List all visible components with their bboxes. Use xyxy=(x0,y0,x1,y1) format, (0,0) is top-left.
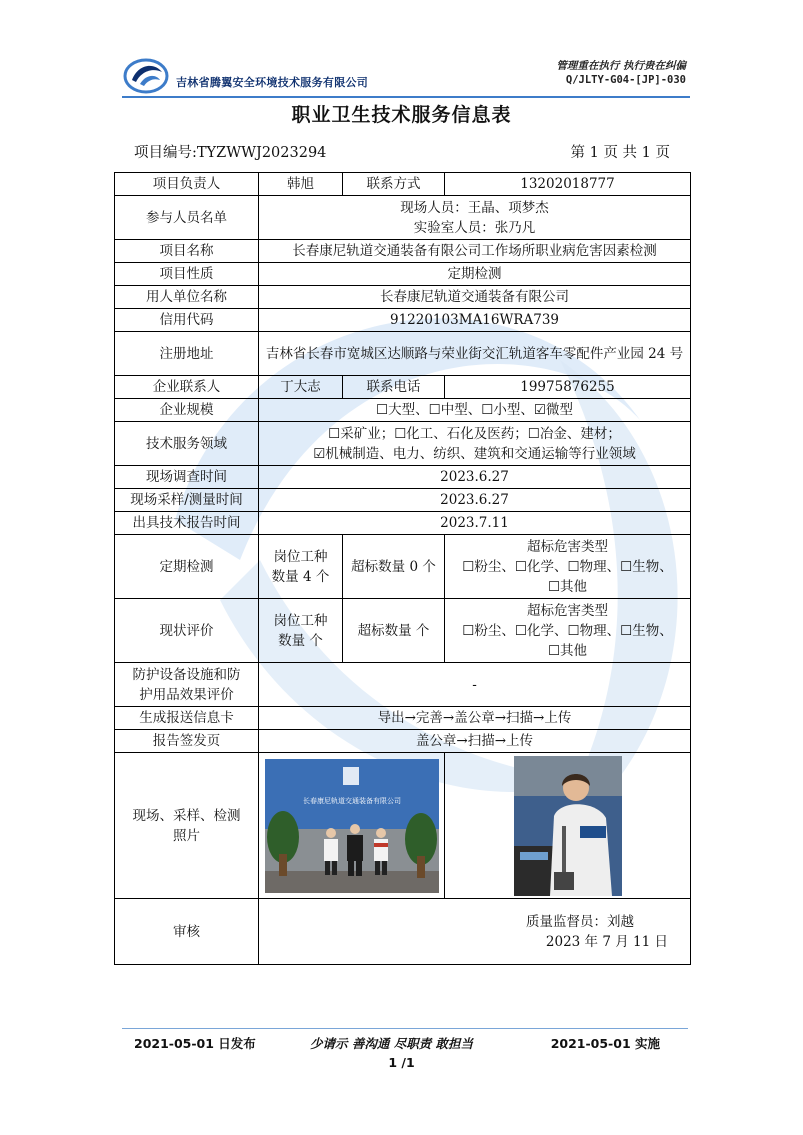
report-time-value: 2023.7.11 xyxy=(259,512,691,535)
periodic-hazard xyxy=(445,535,691,599)
table-row xyxy=(115,332,691,376)
sampling-time-label: 现场采样/测量时间 xyxy=(115,489,259,512)
domain-label: 技术服务领域 xyxy=(115,422,259,466)
domain-value xyxy=(259,422,691,466)
report-issue-label: 报告签发页 xyxy=(115,730,259,753)
project-nature-label: 项目性质 xyxy=(115,263,259,286)
page-title: 职业卫生技术服务信息表 xyxy=(291,104,512,126)
footer-divider xyxy=(122,1028,688,1029)
project-number: 项目编号:TYZWWJ2023294 xyxy=(134,145,327,161)
report-issue-value: 盖公章→扫描→上传 xyxy=(259,730,691,753)
domain-line-1: ☐采矿业；☐化工、石化及医药；☐冶金、建材； xyxy=(328,425,621,442)
page-info: 第 1 页 共 1 页 xyxy=(570,145,670,161)
protect-label-line-2: 护用品效果评价 xyxy=(139,686,234,703)
leader-value: 韩旭 xyxy=(259,173,343,196)
status-post-line-1: 岗位工种 xyxy=(273,612,328,629)
status-post xyxy=(259,599,343,663)
survey-time-label: 现场调查时间 xyxy=(115,466,259,489)
company-name: 吉林省腾翼安全环境技术服务有限公司 xyxy=(176,76,369,89)
periodic-post xyxy=(259,535,343,599)
domain-line-2: ☑机械制造、电力、纺织、建筑和交通运输等行业领域 xyxy=(313,445,636,462)
table-row xyxy=(115,309,691,332)
photos-label xyxy=(115,753,259,899)
periodic-exceed: 超标数量 0 个 xyxy=(343,535,445,599)
footer-motto: 少请示 善沟通 尽职责 敢担当 xyxy=(310,1036,474,1051)
report-card-value: 导出→完善→盖公章→扫描→上传 xyxy=(259,707,691,730)
site-photo-cell xyxy=(259,753,445,899)
participants-value xyxy=(259,196,691,240)
report-card-label: 生成报送信息卡 xyxy=(115,707,259,730)
participants-lab: 实验室人员：张乃凡 xyxy=(413,219,536,236)
table-row xyxy=(115,466,691,489)
periodic-hazard-other: ☐其他 xyxy=(547,578,588,595)
employer-label: 用人单位名称 xyxy=(115,286,259,309)
audit-date: 2023 年 7 月 11 日 xyxy=(545,933,668,950)
table-row xyxy=(115,512,691,535)
status-hazard-other: ☐其他 xyxy=(547,642,588,659)
sampling-photo xyxy=(514,756,622,896)
table-row xyxy=(115,196,691,240)
phone-label: 联系电话 xyxy=(343,376,445,399)
release-date: 2021-05-01 日发布 xyxy=(134,1036,256,1051)
table-row xyxy=(115,489,691,512)
page-number: 1 /1 xyxy=(388,1055,415,1070)
protect-label-line-1: 防护设备设施和防 xyxy=(132,666,241,683)
table-row xyxy=(115,286,691,309)
credit-code-value: 91220103MA16WRA739 xyxy=(259,309,691,332)
protect-value: - xyxy=(259,663,691,707)
periodic-post-line-1: 岗位工种 xyxy=(273,548,328,565)
sampling-time-value: 2023.6.27 xyxy=(259,489,691,512)
sampling-photo-cell xyxy=(445,753,691,899)
scale-label: 企业规模 xyxy=(115,399,259,422)
status-hazard-types: ☐粉尘、☐化学、☐物理、☐生物、 xyxy=(462,622,673,639)
report-time-label: 出具技术报告时间 xyxy=(115,512,259,535)
table-row xyxy=(115,730,691,753)
audit-label: 审核 xyxy=(115,899,259,965)
table-row xyxy=(115,173,691,196)
participants-field: 现场人员：王晶、项梦杰 xyxy=(400,199,549,216)
survey-time-value: 2023.6.27 xyxy=(259,466,691,489)
header-divider xyxy=(122,96,690,98)
audit-supervisor: 质量监督员：刘越 xyxy=(526,913,634,930)
site-group-photo xyxy=(265,759,439,893)
header-slogan: 管理重在执行 执行贵在纠偏 xyxy=(556,60,686,72)
project-name-label: 项目名称 xyxy=(115,240,259,263)
document-code: Q/JLTY-G04-[JP]-030 xyxy=(565,74,686,86)
company-contact-label: 企业联系人 xyxy=(115,376,259,399)
phone-value: 19975876255 xyxy=(445,376,691,399)
periodic-hazard-title: 超标危害类型 xyxy=(527,538,608,555)
photos-label-line-2: 照片 xyxy=(173,827,200,844)
table-row xyxy=(115,376,691,399)
contact-value: 13202018777 xyxy=(445,173,691,196)
status-label: 现状评价 xyxy=(115,599,259,663)
periodic-hazard-types: ☐粉尘、☐化学、☐物理、☐生物、 xyxy=(462,558,673,575)
leader-label: 项目负责人 xyxy=(115,173,259,196)
project-nature-value: 定期检测 xyxy=(259,263,691,286)
company-contact-value: 丁大志 xyxy=(259,376,343,399)
table-row xyxy=(115,535,691,599)
participants-label: 参与人员名单 xyxy=(115,196,259,240)
scale-value: ☐大型、☐中型、☐小型、☑微型 xyxy=(259,399,691,422)
implement-date: 2021-05-01 实施 xyxy=(550,1036,660,1051)
table-row xyxy=(115,663,691,707)
status-exceed: 超标数量 个 xyxy=(343,599,445,663)
project-name-value: 长春康尼轨道交通装备有限公司工作场所职业病危害因素检测 xyxy=(259,240,691,263)
table-row xyxy=(115,263,691,286)
table-row xyxy=(115,240,691,263)
table-row xyxy=(115,707,691,730)
contact-label: 联系方式 xyxy=(343,173,445,196)
table-row xyxy=(115,422,691,466)
address-label: 注册地址 xyxy=(115,332,259,376)
table-row xyxy=(115,599,691,663)
credit-code-label: 信用代码 xyxy=(115,309,259,332)
company-logo-icon xyxy=(122,54,170,94)
service-info-table xyxy=(114,172,691,965)
address-value: 吉林省长春市宽城区达顺路与荣业街交汇轨道客车零配件产业园 24 号 xyxy=(259,332,691,376)
letterhead xyxy=(122,48,688,98)
table-row xyxy=(115,753,691,899)
status-hazard xyxy=(445,599,691,663)
photos-label-line-1: 现场、采样、检测 xyxy=(132,807,241,824)
periodic-post-line-2: 数量 4 个 xyxy=(271,568,330,585)
employer-value: 长春康尼轨道交通装备有限公司 xyxy=(259,286,691,309)
status-post-line-2: 数量 个 xyxy=(278,632,323,649)
table-row xyxy=(115,899,691,965)
audit-value xyxy=(259,899,691,965)
periodic-label: 定期检测 xyxy=(115,535,259,599)
photo-logo-text: 长春康尼轨道交通装备有限公司 xyxy=(302,796,401,805)
table-row xyxy=(115,399,691,422)
status-hazard-title: 超标危害类型 xyxy=(527,602,608,619)
protect-label xyxy=(115,663,259,707)
